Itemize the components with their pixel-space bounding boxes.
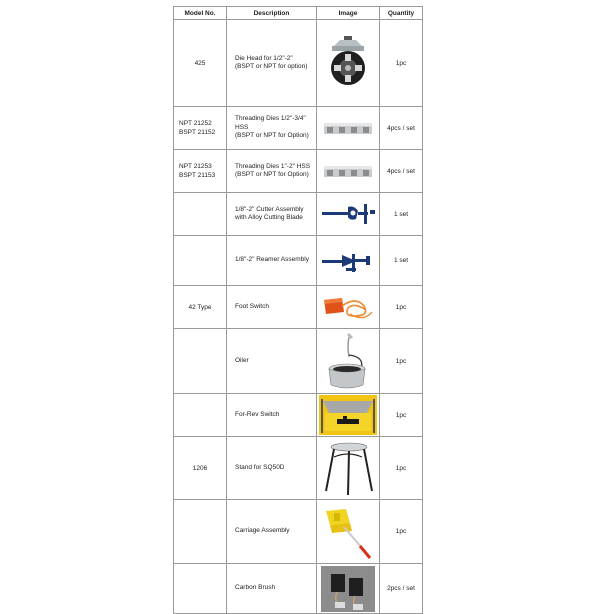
model-no-cell — [174, 236, 227, 286]
quantity-cell: 1pc — [380, 394, 423, 437]
table-row — [174, 500, 423, 564]
header-model-no: Model No. — [174, 7, 227, 20]
description-cell: For-Rev Switch — [227, 394, 317, 437]
description-cell: Threading Dies 1"-2" HSS (BSPT or NPT for Option) — [227, 150, 317, 193]
table-row — [174, 437, 423, 500]
quantity-cell: 1pc — [380, 500, 423, 564]
table-row — [174, 564, 423, 614]
description-cell: Die Head for 1/2"-2" (BSPT or NPT for option) — [227, 20, 317, 107]
quantity-cell: 1pc — [380, 286, 423, 329]
threading-dies-image — [317, 107, 380, 150]
header-description: Description — [227, 7, 317, 20]
description-cell: 1/8"-2" Cutter Assembly with Alloy Cutting Blade — [227, 193, 317, 236]
model-no-cell: 1206 — [174, 437, 227, 500]
carbon-brush-image — [317, 564, 380, 614]
stand-image — [317, 437, 380, 500]
model-no-cell — [174, 329, 227, 394]
table-row — [174, 236, 423, 286]
model-no-cell: 425 — [174, 20, 227, 107]
model-no-cell: 42 Type — [174, 286, 227, 329]
model-no-cell — [174, 394, 227, 437]
die-head-image — [317, 20, 380, 107]
table-row — [174, 150, 423, 193]
quantity-cell: 1 set — [380, 236, 423, 286]
description-cell: Carriage Assembly — [227, 500, 317, 564]
quantity-cell: 1pc — [380, 20, 423, 107]
description-cell: Carbon Brush — [227, 564, 317, 614]
table-row — [174, 20, 423, 107]
quantity-cell: 1pc — [380, 437, 423, 500]
model-no-cell — [174, 193, 227, 236]
quantity-cell: 2pcs / set — [380, 564, 423, 614]
description-cell: Stand for SQ50D — [227, 437, 317, 500]
for-rev-switch-image — [317, 394, 380, 437]
foot-switch-image — [317, 286, 380, 329]
parts-list-table — [173, 6, 423, 614]
table-row — [174, 107, 423, 150]
header-quantity: Quantity — [380, 7, 423, 20]
quantity-cell: 4pcs / set — [380, 107, 423, 150]
model-no-cell: NPT 21252 BSPT 21152 — [174, 107, 227, 150]
quantity-cell: 1 set — [380, 193, 423, 236]
carriage-assembly-image — [317, 500, 380, 564]
description-cell: Oiler — [227, 329, 317, 394]
oiler-image — [317, 329, 380, 394]
reamer-assembly-image — [317, 236, 380, 286]
model-no-cell — [174, 564, 227, 614]
table-row — [174, 329, 423, 394]
table-row — [174, 286, 423, 329]
threading-dies-image — [317, 150, 380, 193]
model-no-cell: NPT 21253 BSPT 21153 — [174, 150, 227, 193]
description-cell: Threading Dies 1/2"-3/4" HSS (BSPT or NPT for Option) — [227, 107, 317, 150]
table-row — [174, 394, 423, 437]
quantity-cell: 1pc — [380, 329, 423, 394]
parts-list-table-container — [173, 6, 422, 614]
header-image: Image — [317, 7, 380, 20]
cutter-assembly-image — [317, 193, 380, 236]
description-cell: Foot Switch — [227, 286, 317, 329]
model-no-cell — [174, 500, 227, 564]
quantity-cell: 4pcs / set — [380, 150, 423, 193]
table-header-row — [174, 7, 423, 20]
table-row — [174, 193, 423, 236]
description-cell: 1/8"-2" Reamer Assembly — [227, 236, 317, 286]
